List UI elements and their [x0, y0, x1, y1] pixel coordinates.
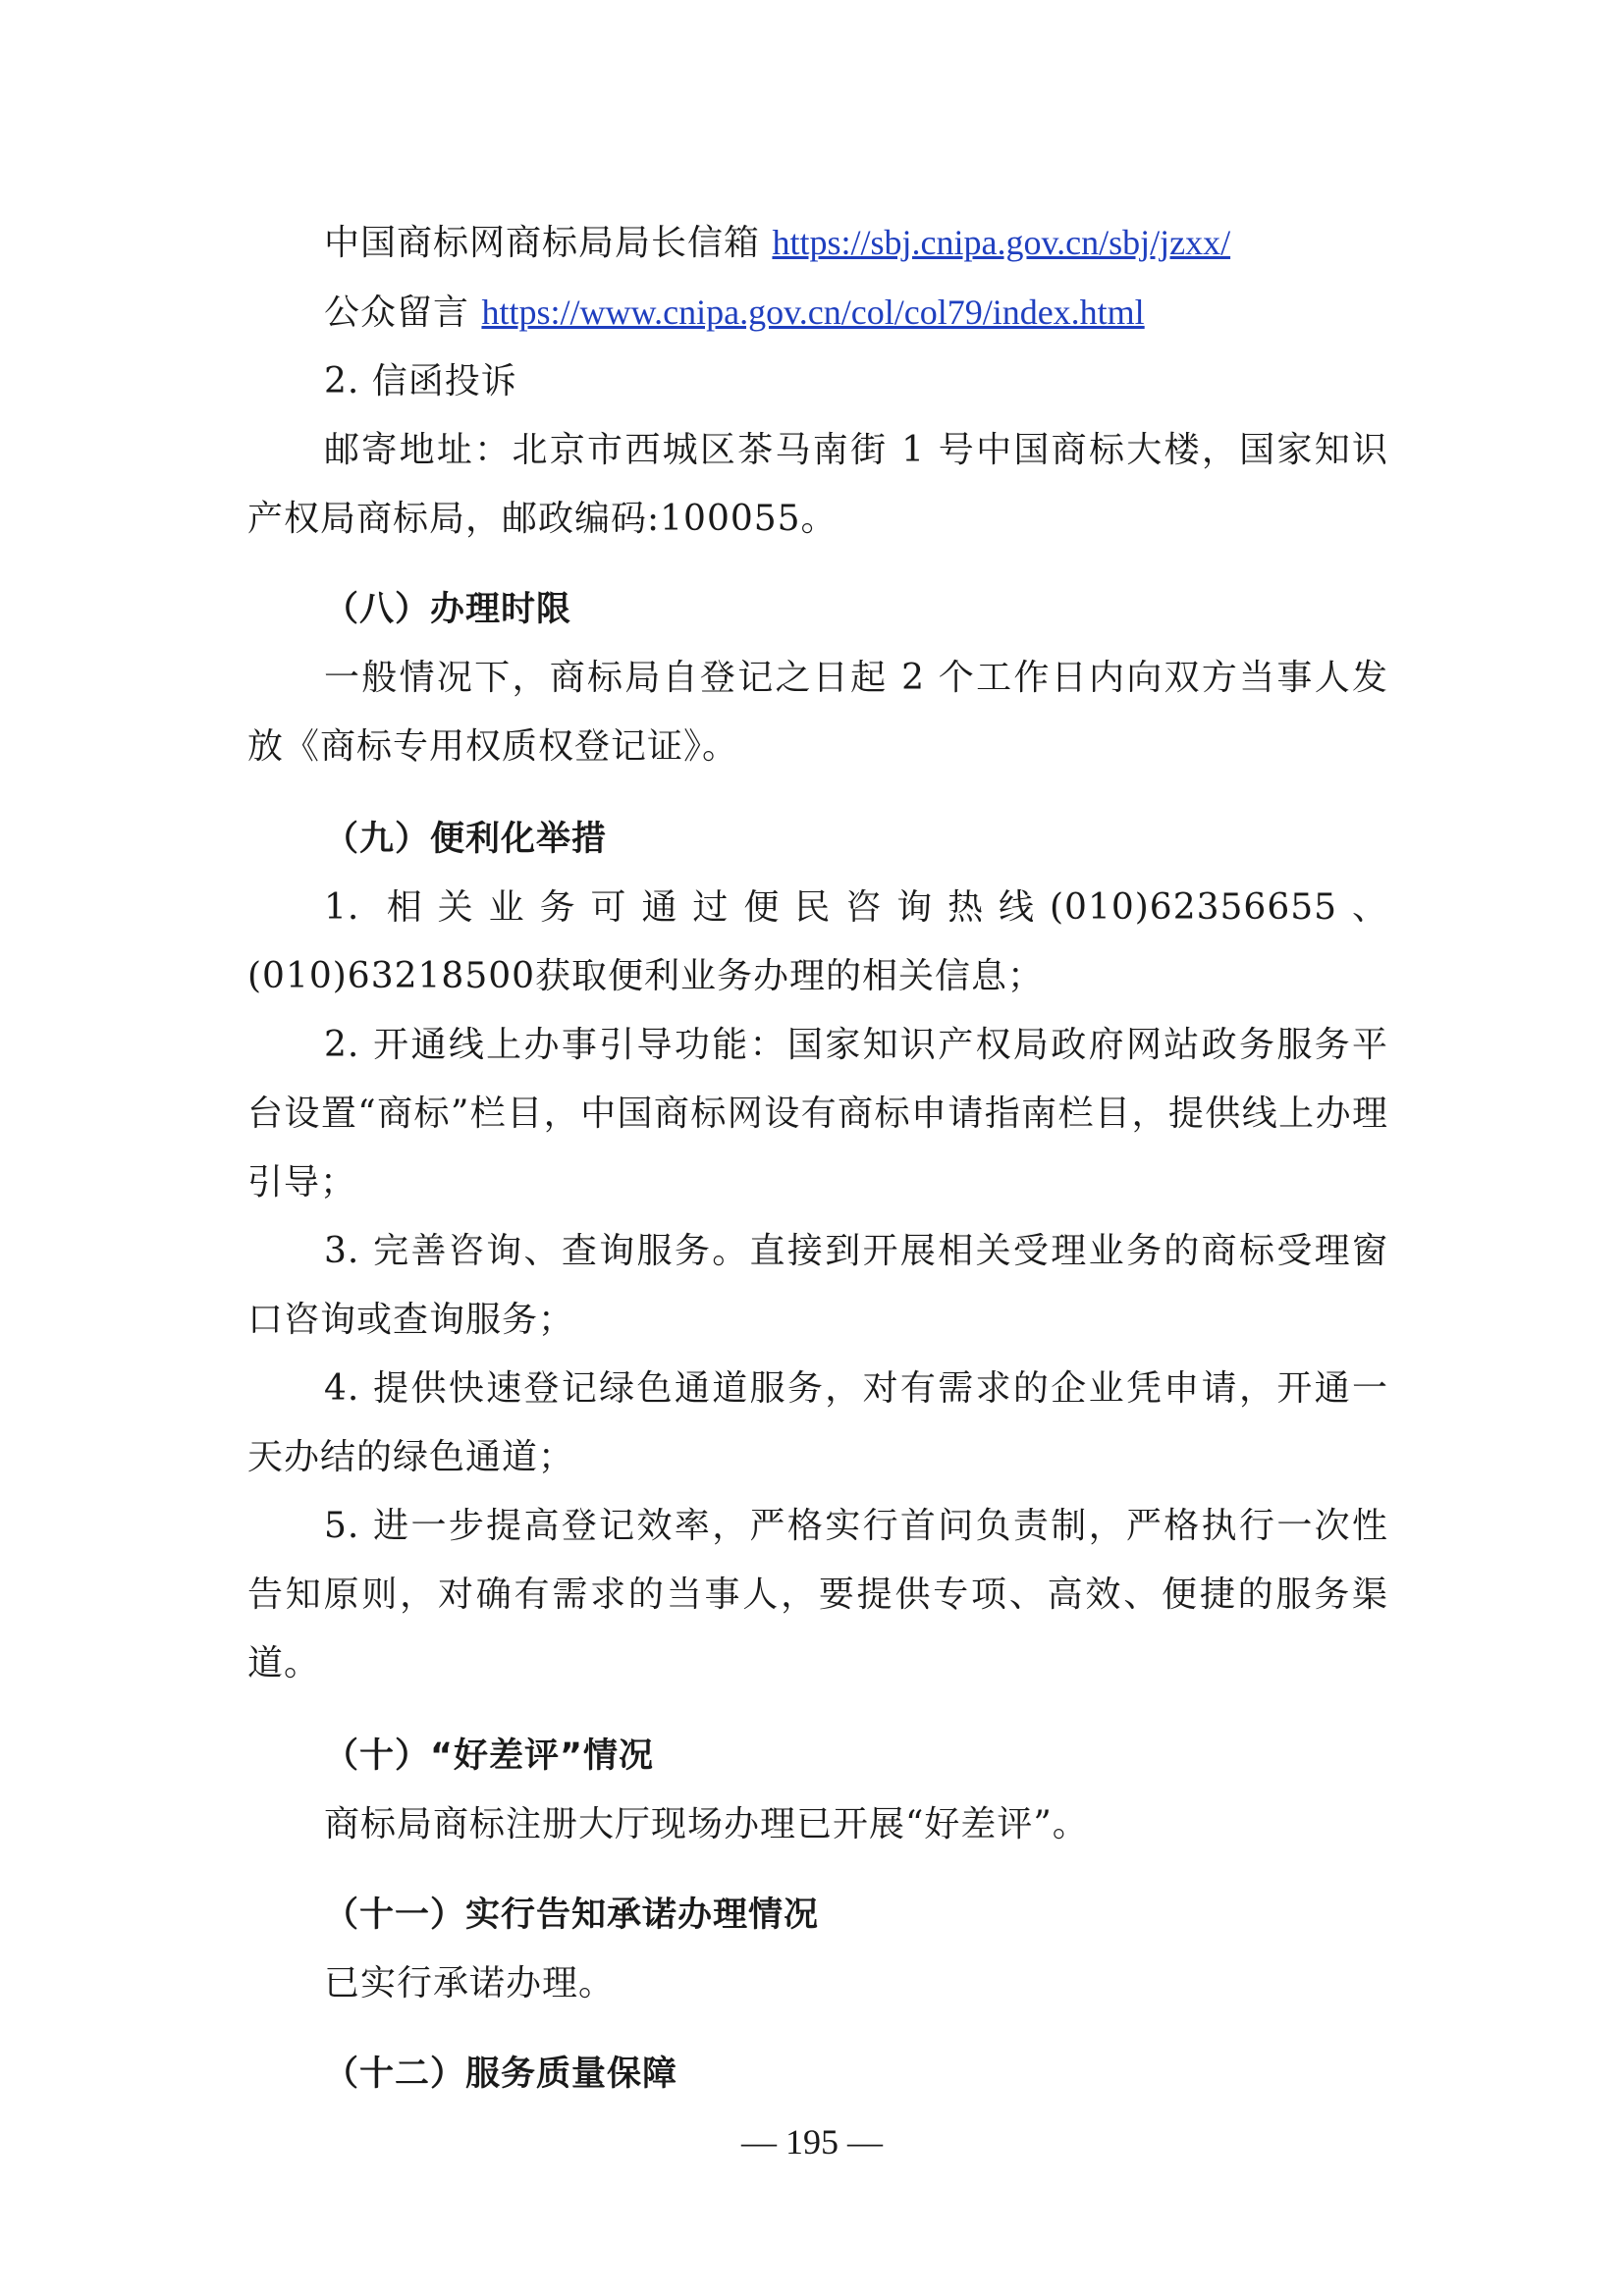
document-body	[247, 208, 1388, 2109]
section-12-heading: （十二）服务质量保障	[324, 2055, 678, 2094]
section-9-item-5: 5. 进一步提高登记效率，严格实行首问负责制，严格执行一次性告知原则，对确有需求的当事人，要提供专项、高效、便捷的服务渠道。	[247, 1506, 1388, 1683]
section-8-text: 一般情况下，商标局自登记之日起 2 个工作日内向双方当事人发放《商标专用权质权登记证》。	[247, 658, 1388, 767]
message-link[interactable]: https://www.cnipa.gov.cn/col/col79/index.html	[481, 293, 1145, 332]
mailing-address: 邮寄地址：北京市西城区茶马南街 1 号中国商标大楼，国家知识产权局商标局，邮政编码:100055。	[247, 430, 1388, 539]
section-9-item-3: 3. 完善咨询、查询服务。直接到开展相关受理业务的商标受理窗口咨询或查询服务；	[247, 1231, 1388, 1340]
section-10-text: 商标局商标注册大厅现场办理已开展“好差评”。	[324, 1804, 1089, 1844]
letter-complaint-title: 2. 信函投诉	[324, 361, 517, 401]
section-9-item-4: 4. 提供快速登记绿色通道服务，对有需求的企业凭申请，开通一天办结的绿色通道；	[247, 1368, 1388, 1477]
section-11-heading: （十一）实行告知承诺办理情况	[324, 1896, 820, 1935]
section-8-heading: （八）办理时限	[324, 590, 572, 629]
message-label: 公众留言	[324, 293, 482, 333]
section-9-heading: （九）便利化举措	[324, 820, 608, 859]
section-9-item-2: 2. 开通线上办事引导功能：国家知识产权局政府网站政务服务平台设置“商标”栏目，中国商标网设有商标申请指南栏目，提供线上办理引导；	[247, 1025, 1388, 1202]
mailbox-line	[247, 208, 1388, 278]
mailbox-label: 中国商标网商标局局长信箱	[324, 223, 773, 263]
message-line	[247, 278, 1388, 347]
page-number: — 195 —	[741, 2122, 883, 2162]
section-10-heading: （十）“好差评”情况	[324, 1736, 655, 1776]
section-11-text: 已实行承诺办理。	[324, 1963, 616, 2003]
section-9-item-1: 1. 相关业务可通过便民咨询热线(010)62356655、(010)63218500获取便利业务办理的相关信息；	[247, 887, 1388, 996]
mailbox-link[interactable]: https://sbj.cnipa.gov.cn/sbj/jzxx/	[772, 223, 1231, 262]
